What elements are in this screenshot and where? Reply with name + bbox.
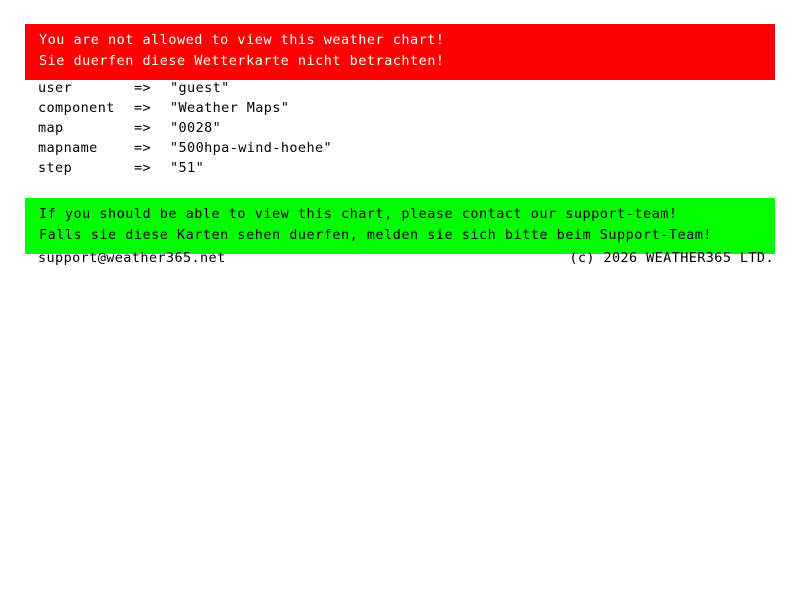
support-email-link[interactable]: support@weather365.net xyxy=(38,250,226,266)
error-banner-line-en: You are not allowed to view this weather chart! xyxy=(39,32,445,48)
detail-value-map: "0028" xyxy=(170,120,222,136)
info-banner xyxy=(25,198,775,254)
detail-arrow-step: => xyxy=(134,160,152,176)
detail-row-component xyxy=(38,100,738,120)
error-banner xyxy=(25,24,775,80)
detail-arrow-map: => xyxy=(134,120,152,136)
detail-row-user xyxy=(38,80,738,100)
detail-key-step: step xyxy=(38,160,73,176)
detail-arrow-component: => xyxy=(134,100,152,116)
detail-value-component: "Weather Maps" xyxy=(170,100,290,116)
detail-value-user: "guest" xyxy=(170,80,230,96)
error-banner-line-de: Sie duerfen diese Wetterkarte nicht betrachten! xyxy=(39,53,445,69)
copyright-text: (c) 2026 WEATHER365 LTD. xyxy=(569,250,774,266)
detail-key-user: user xyxy=(38,80,73,96)
info-banner-line-en: If you should be able to view this chart, please contact our support-team! xyxy=(39,206,678,222)
detail-row-map xyxy=(38,120,738,140)
detail-value-step: "51" xyxy=(170,160,205,176)
detail-key-mapname: mapname xyxy=(38,140,98,156)
detail-key-map: map xyxy=(38,120,64,136)
info-banner-line-de: Falls sie diese Karten sehen duerfen, melden sie sich bitte beim Support-Team! xyxy=(39,227,712,243)
detail-arrow-mapname: => xyxy=(134,140,152,156)
detail-arrow-user: => xyxy=(134,80,152,96)
detail-value-mapname: "500hpa-wind-hoehe" xyxy=(170,140,333,156)
request-details xyxy=(38,80,738,180)
detail-row-step xyxy=(38,160,738,180)
detail-key-component: component xyxy=(38,100,115,116)
footer xyxy=(38,250,774,266)
detail-row-mapname xyxy=(38,140,738,160)
